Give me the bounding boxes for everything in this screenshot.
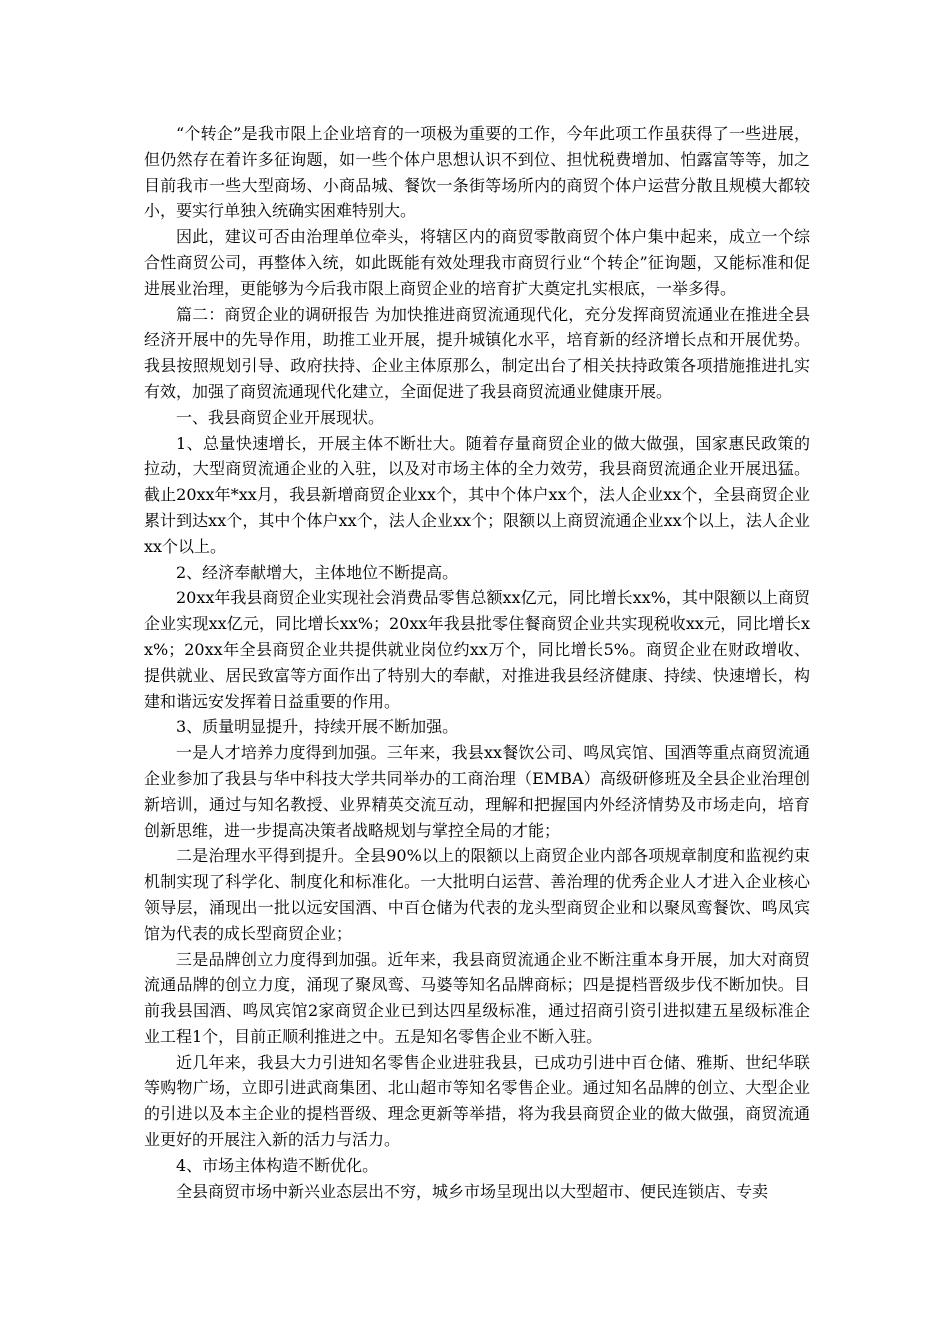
paragraph: 篇二：商贸企业的调研报告 为加快推进商贸流通现代化，充分发挥商贸流通业在推进全县经济开展中的先导作用，助推工业开展，提升城镇化水平，培育新的经济增长点和开展优势。我县按照规划引导、政府扶持、企业主体原那么，制定出台了相关扶持政策各项措施推进扎实有效，加强了商贸流通现代化建立，全面促进了我县商贸流通业健康开展。 [144,304,810,401]
paragraph: “个转企”是我市限上企业培育的一项极为重要的工作，今年此项工作虽获得了一些进展，但仍然存在着许多征询题，如一些个体户思想认识不到位、担忧税费增加、怕露富等等，加之目前我市一些大型商场、小商品城、餐饮一条街等场所内的商贸个体户运营分散且规模大都较小，要实行单独入统确实困难特别大。 [144,124,810,221]
paragraph: 全县商贸市场中新兴业态层出不穷，城乡市场呈现出以大型超市、便民连锁店、专卖 [176,1181,769,1201]
paragraph: 二是治理水平得到提升。全县90%以上的限额以上商贸企业内部各项规章制度和监视约束机制实现了科学化、制度化和标准化。一大批明白运营、善治理的优秀企业人才进入企业核心领导层，涌现出一批以远安国酒、中百仓储为代表的龙头型商贸企业和以聚凤鸾餐饮、鸣凤宾馆为代表的成长型商贸企业； [144,846,810,943]
document-body [144,121,810,1204]
subsection-heading: 3、质量明显提升，持续开展不断加强。 [176,717,459,737]
paragraph: 一是人才培养力度得到加强。三年来，我县xx餐饮公司、鸣凤宾馆、国酒等重点商贸流通企业参加了我县与华中科技大学共同举办的工商治理（EMBA）高级研修班及全县企业治理创新培训，通过与知名教授、业界精英交流互动，理解和把握国内外经济情势及市场走向，培育创新思维，进一步提高决策者战略规划与掌控全局的才能； [144,743,810,840]
paragraph: 1、总量快速增长，开展主体不断壮大。随着存量商贸企业的做大做强，国家惠民政策的拉动，大型商贸流通企业的入驻，以及对市场主体的全力效劳，我县商贸流通企业开展迅猛。截止20xx年*xx月，我县新增商贸企业xx个，其中个体户xx个，法人企业xx个，全县商贸企业累计到达xx个，其中个体户xx个，法人企业xx个；限额以上商贸流通企业xx个以上，法人企业xx个以上。 [144,433,810,556]
paragraph: 近几年来，我县大力引进知名零售企业进驻我县，已成功引进中百仓储、雅斯、世纪华联等购物广场，立即引进武商集团、北山超市等知名零售企业。通过知名品牌的创立、大型企业的引进以及本主企业的提档晋级、理念更新等举措，将为我县商贸企业的做大做强，商贸流通业更好的开展注入新的活力与活力。 [144,1052,810,1150]
subsection-heading: 2、经济奉献增大，主体地位不断提高。 [176,562,459,582]
paragraph: 20xx年我县商贸企业实现社会消费品零售总额xx亿元，同比增长xx%，其中限额以上商贸企业实现xx亿元，同比增长xx%；20xx年我县批零住餐商贸企业共实现税收xx元，同比增长xx%；20xx年全县商贸企业共提供就业岗位约xx万个，同比增长5%。商贸企业在财政增收、提供就业、居民致富等方面作出了特别大的奉献，对推进我县经济健康、持续、快速增长，构建和谐远安发挥着日益重要的作用。 [144,588,810,711]
paragraph: 三是品牌创立力度得到加强。近年来，我县商贸流通企业不断注重本身开展，加大对商贸流通品牌的创立力度，涌现了聚凤鸾、马婆等知名品牌商标；四是提档晋级步伐不断加快。目前我县国酒、鸣凤宾馆2家商贸企业已到达四星级标准，通过招商引资引进拟建五星级标准企业工程1个，目前正顺利推进之中。五是知名零售企业不断入驻。 [144,949,810,1046]
paragraph: 因此，建议可否由治理单位牵头，将辖区内的商贸零散商贸个体户集中起来，成立一个综合性商贸公司，再整体入统，如此既能有效处理我市商贸行业“个转企”征询题，又能标准和促进展业治理，更能够为今后我市限上商贸企业的培育扩大奠定扎实根底，一举多得。 [144,227,810,298]
subsection-heading: 4、市场主体构造不断优化。 [176,1155,379,1175]
section-heading: 一、我县商贸企业开展现状。 [176,407,385,427]
